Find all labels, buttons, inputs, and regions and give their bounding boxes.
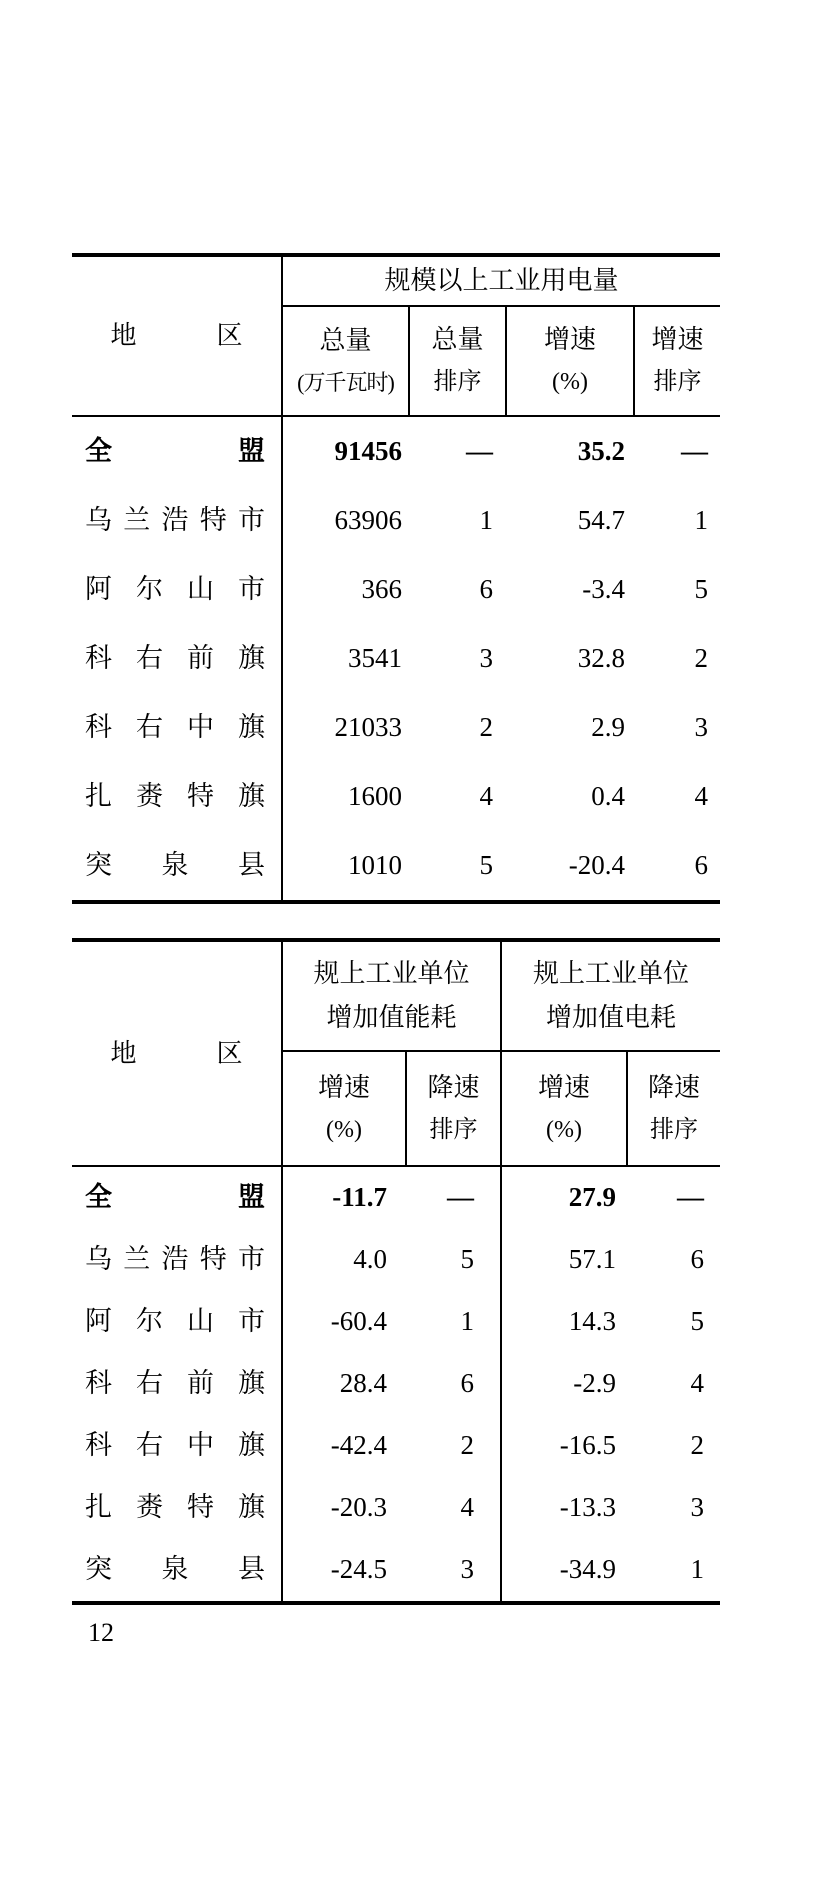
rank-cell: 6 [690, 1244, 704, 1275]
t2-group-power [502, 942, 720, 1052]
value-cell: 57.1 [568, 1244, 616, 1275]
t1-col-growth [507, 307, 635, 417]
t1-col-total [283, 307, 410, 417]
col-unit: (%) [552, 369, 588, 396]
value-cell: -60.4 [330, 1306, 387, 1337]
rank-cell: 5 [694, 573, 708, 604]
value-cell: 32.8 [577, 642, 625, 673]
t2-col-power-growth [502, 1052, 628, 1167]
value-cell: -3.4 [582, 573, 625, 604]
value-cell: 27.9 [568, 1182, 616, 1213]
value-cell: 54.7 [577, 504, 625, 535]
value-cell: 0.4 [591, 780, 625, 811]
rank-cell: 5 [479, 849, 493, 880]
group-label-line2: 增加值电耗 [545, 1003, 676, 1032]
t2-group-energy [283, 942, 502, 1052]
value-cell: -34.9 [559, 1554, 616, 1585]
region-cell: 科右中旗 [72, 693, 283, 762]
col-label: 增速 [651, 325, 704, 355]
col-label: 降速 [427, 1072, 480, 1102]
t2-region-header [72, 942, 283, 1167]
rank-cell: 6 [694, 849, 708, 880]
value-cell: 63906 [334, 504, 402, 535]
value-cell: -24.5 [330, 1554, 387, 1585]
value-cell: -13.3 [559, 1492, 616, 1523]
value-cell: 1010 [348, 849, 402, 880]
rank-cell: — [677, 1182, 704, 1213]
col-label2: 排序 [653, 369, 702, 396]
rank-cell: 1 [479, 504, 493, 535]
rank-cell: — [681, 435, 708, 466]
value-cell: 35.2 [577, 435, 625, 466]
rank-cell: — [466, 435, 493, 466]
t1-group-header: 规模以上工业用电量 [283, 257, 720, 307]
value-cell: 3541 [348, 642, 402, 673]
region-cell: 阿尔山市 [72, 555, 283, 624]
region-cell: 科右中旗 [72, 1415, 283, 1477]
col-label: 增速 [543, 325, 596, 355]
rank-cell: 4 [479, 780, 493, 811]
value-cell: 91456 [334, 435, 402, 466]
rank-cell: 5 [690, 1306, 704, 1337]
rank-cell: 4 [694, 780, 708, 811]
value-cell: -2.9 [573, 1368, 616, 1399]
rank-cell: 2 [694, 642, 708, 673]
region-cell: 科右前旗 [72, 624, 283, 693]
region-cell: 全盟 [72, 1167, 283, 1229]
region-cell: 乌兰浩特市 [72, 1229, 283, 1291]
t2-col-energy-rank [407, 1052, 502, 1167]
region-cell: 突泉县 [72, 831, 283, 900]
col-label2: 排序 [433, 369, 482, 396]
region-header-label: 地区 [110, 1038, 243, 1068]
table-unit-energy-consumption [72, 938, 720, 1605]
region-cell: 扎赉特旗 [72, 1477, 283, 1539]
value-cell: 4.0 [353, 1244, 387, 1275]
t1-region-header [72, 257, 283, 417]
value-cell: -11.7 [332, 1182, 387, 1213]
col-unit: (%) [326, 1116, 362, 1143]
value-cell: 1600 [348, 780, 402, 811]
t1-col-growth-rank [635, 307, 720, 417]
value-cell: 21033 [334, 711, 402, 742]
value-cell: -16.5 [559, 1430, 616, 1461]
t1-col-total-rank [410, 307, 507, 417]
col-label2: 排序 [650, 1116, 698, 1143]
rank-cell: 2 [479, 711, 493, 742]
rank-cell: 6 [479, 573, 493, 604]
value-cell: 366 [361, 573, 402, 604]
rank-cell: 3 [694, 711, 708, 742]
rank-cell: 3 [690, 1492, 704, 1523]
group-label-line1: 规上工业单位 [532, 959, 689, 989]
value-cell: -20.4 [568, 849, 625, 880]
col-label: 总量 [319, 326, 372, 356]
group-label-line2: 增加值能耗 [326, 1003, 457, 1032]
t2-col-energy-growth [283, 1052, 407, 1167]
rank-cell: 6 [407, 1353, 502, 1415]
value-cell: -20.3 [330, 1492, 387, 1523]
region-cell: 阿尔山市 [72, 1291, 283, 1353]
col-unit: (万千瓦时) [297, 370, 394, 396]
group-label-line1: 规上工业单位 [313, 959, 470, 989]
col-label2: 排序 [429, 1116, 478, 1143]
region-cell: 突泉县 [72, 1539, 283, 1601]
rank-cell: 1 [407, 1291, 502, 1353]
col-unit: (%) [546, 1116, 582, 1143]
value-cell: -42.4 [330, 1430, 387, 1461]
rank-cell: 4 [407, 1477, 502, 1539]
col-label: 降速 [647, 1072, 700, 1102]
col-label: 总量 [431, 325, 484, 355]
rank-cell: 2 [690, 1430, 704, 1461]
region-cell: 全盟 [72, 417, 283, 486]
rank-cell: 5 [407, 1229, 502, 1291]
rank-cell: 1 [690, 1554, 704, 1585]
rank-cell: 2 [407, 1415, 502, 1477]
region-header-label: 地区 [110, 321, 243, 351]
value-cell: 28.4 [339, 1368, 387, 1399]
col-label: 增速 [537, 1072, 590, 1102]
rank-cell: 3 [407, 1539, 502, 1601]
page-number: 12 [88, 1618, 114, 1647]
value-cell: 2.9 [591, 711, 625, 742]
value-cell: 14.3 [568, 1306, 616, 1337]
region-cell: 乌兰浩特市 [72, 486, 283, 555]
rank-cell: 3 [479, 642, 493, 673]
region-cell: 科右前旗 [72, 1353, 283, 1415]
rank-cell: 4 [690, 1368, 704, 1399]
region-cell: 扎赉特旗 [72, 762, 283, 831]
col-label: 增速 [317, 1072, 370, 1102]
table-industrial-electricity [72, 253, 720, 904]
rank-cell: — [407, 1167, 502, 1229]
rank-cell: 1 [694, 504, 708, 535]
t2-col-power-rank [628, 1052, 720, 1167]
